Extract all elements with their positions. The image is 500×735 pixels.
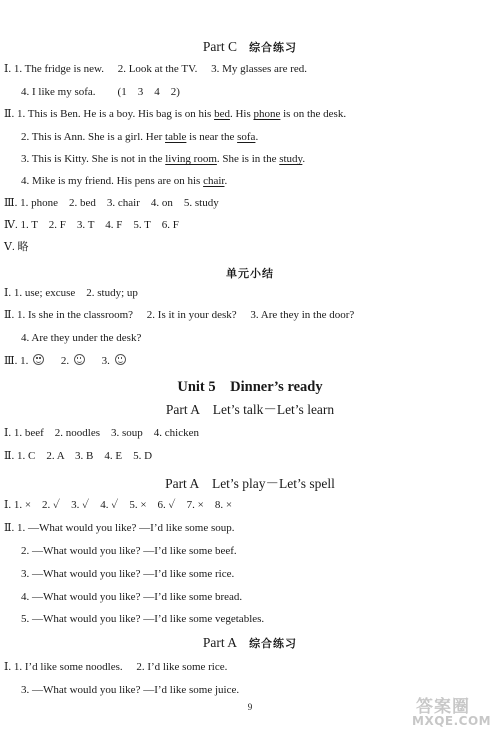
- answer-line: 4. Are they under the desk?: [21, 332, 142, 344]
- text-segment: is on the desk.: [280, 108, 347, 120]
- text-segment: 3. This is Kitty. She is not in the: [21, 153, 166, 165]
- answer-line: [4, 354, 126, 368]
- smiley-face-icon: [33, 354, 44, 365]
- part-a-play-heading: [0, 472, 500, 493]
- watermark-logo: [410, 692, 498, 732]
- part-a-exercise-title: Part A: [202, 635, 238, 650]
- filled-blank: sofa: [237, 131, 256, 143]
- filled-blank: phone: [253, 108, 281, 120]
- answer-line: 3. —What would you like? —I’d like some rice.: [21, 568, 235, 580]
- answer-line: 5. —What would you like? —I’d like some vegetables.: [21, 613, 265, 625]
- answer-line: Ⅳ. 1. T 2. F 3. T 4. F 5. T 6. F: [4, 219, 179, 231]
- answer-line: Ⅰ. 1. beef 2. noodles 3. soup 4. chicken: [4, 427, 199, 439]
- part-c-subtitle: 综合练习: [249, 41, 298, 54]
- answer-line: Ⅱ. 1. Is she in the classroom? 2. Is it in your desk? 3. Are they in the door?: [4, 309, 355, 321]
- unit-summary-heading: [0, 264, 500, 282]
- part-c-heading: [0, 38, 500, 56]
- answer-line: [21, 152, 305, 166]
- filled-blank: bed: [214, 108, 230, 120]
- filled-blank: study: [279, 153, 303, 165]
- text-segment: Ⅱ. 1. This is Ben. He is a boy. His bag is on his: [4, 108, 215, 120]
- answer-line: [4, 107, 346, 121]
- answer-line: Ⅰ. 1. use; excuse 2. study; up: [4, 287, 138, 299]
- text-segment: 3.: [101, 355, 110, 367]
- text-segment: 2.: [60, 355, 70, 367]
- unit5-heading: [0, 375, 500, 396]
- text-segment: 2. This is Ann. She is a girl. Her: [21, 131, 166, 143]
- unit5-title: Unit 5 Dinner’s ready: [177, 379, 323, 395]
- smiley-face-icon: [115, 354, 126, 365]
- text-segment: . She is in the: [216, 153, 280, 165]
- answer-line: 3. —What would you like? —I’d like some juice.: [21, 684, 240, 696]
- answer-line: 4. I like my sofa. (1 3 4 2): [21, 86, 180, 98]
- answer-line: Ⅰ. 1. The fridge is new. 2. Look at the TV. 3. My glasses are red.: [4, 63, 308, 75]
- part-c-title: Part C: [202, 39, 238, 54]
- filled-blank: living room: [165, 153, 217, 165]
- answer-line: Ⅴ. 略: [4, 241, 29, 253]
- answer-line: Ⅰ. 1. I’d like some noodles. 2. I’d like some rice.: [4, 661, 228, 673]
- text-segment: Ⅲ. 1.: [4, 355, 29, 367]
- page-number: 9: [247, 702, 253, 712]
- part-a-play-title: Part A Let’s play－Let’s spell: [165, 476, 335, 491]
- watermark-text: 答案圈: [416, 697, 470, 717]
- part-a-exercise-heading: [0, 634, 500, 652]
- text-segment: is near the: [186, 131, 238, 143]
- text-segment: 4. Mike is my friend. His pens are on his: [21, 175, 204, 187]
- answer-line: [21, 174, 227, 188]
- filled-blank: chair: [203, 175, 225, 187]
- filled-blank: table: [165, 131, 187, 143]
- text-segment: . His: [229, 108, 254, 120]
- answer-line: Ⅱ. 1. C 2. A 3. B 4. E 5. D: [4, 450, 153, 462]
- answer-line: Ⅰ. 1. × 2. ✓ 3. ✓ 4. ✓ 5. × 6. ✓ 7. × 8. ×: [4, 499, 233, 511]
- text-segment: .: [224, 175, 228, 187]
- smiley-face-icon: [74, 354, 85, 365]
- text-segment: .: [255, 131, 259, 143]
- answer-line: 4. —What would you like? —I’d like some bread.: [21, 591, 243, 603]
- text-segment: .: [302, 153, 306, 165]
- part-a-talk-title: Part A Let’s talk－Let’s learn: [165, 402, 335, 417]
- watermark-domain: MXQE.COM: [412, 714, 492, 728]
- answer-line: 2. —What would you like? —I’d like some beef.: [21, 545, 237, 557]
- part-a-exercise-subtitle: 综合练习: [249, 637, 298, 650]
- answer-line: Ⅱ. 1. —What would you like? —I’d like some soup.: [4, 522, 235, 534]
- unit-summary-title: 单元小结: [226, 267, 274, 280]
- answer-line: [21, 130, 258, 144]
- part-a-talk-heading: [0, 398, 500, 419]
- answer-line: Ⅲ. 1. phone 2. bed 3. chair 4. on 5. study: [4, 197, 219, 209]
